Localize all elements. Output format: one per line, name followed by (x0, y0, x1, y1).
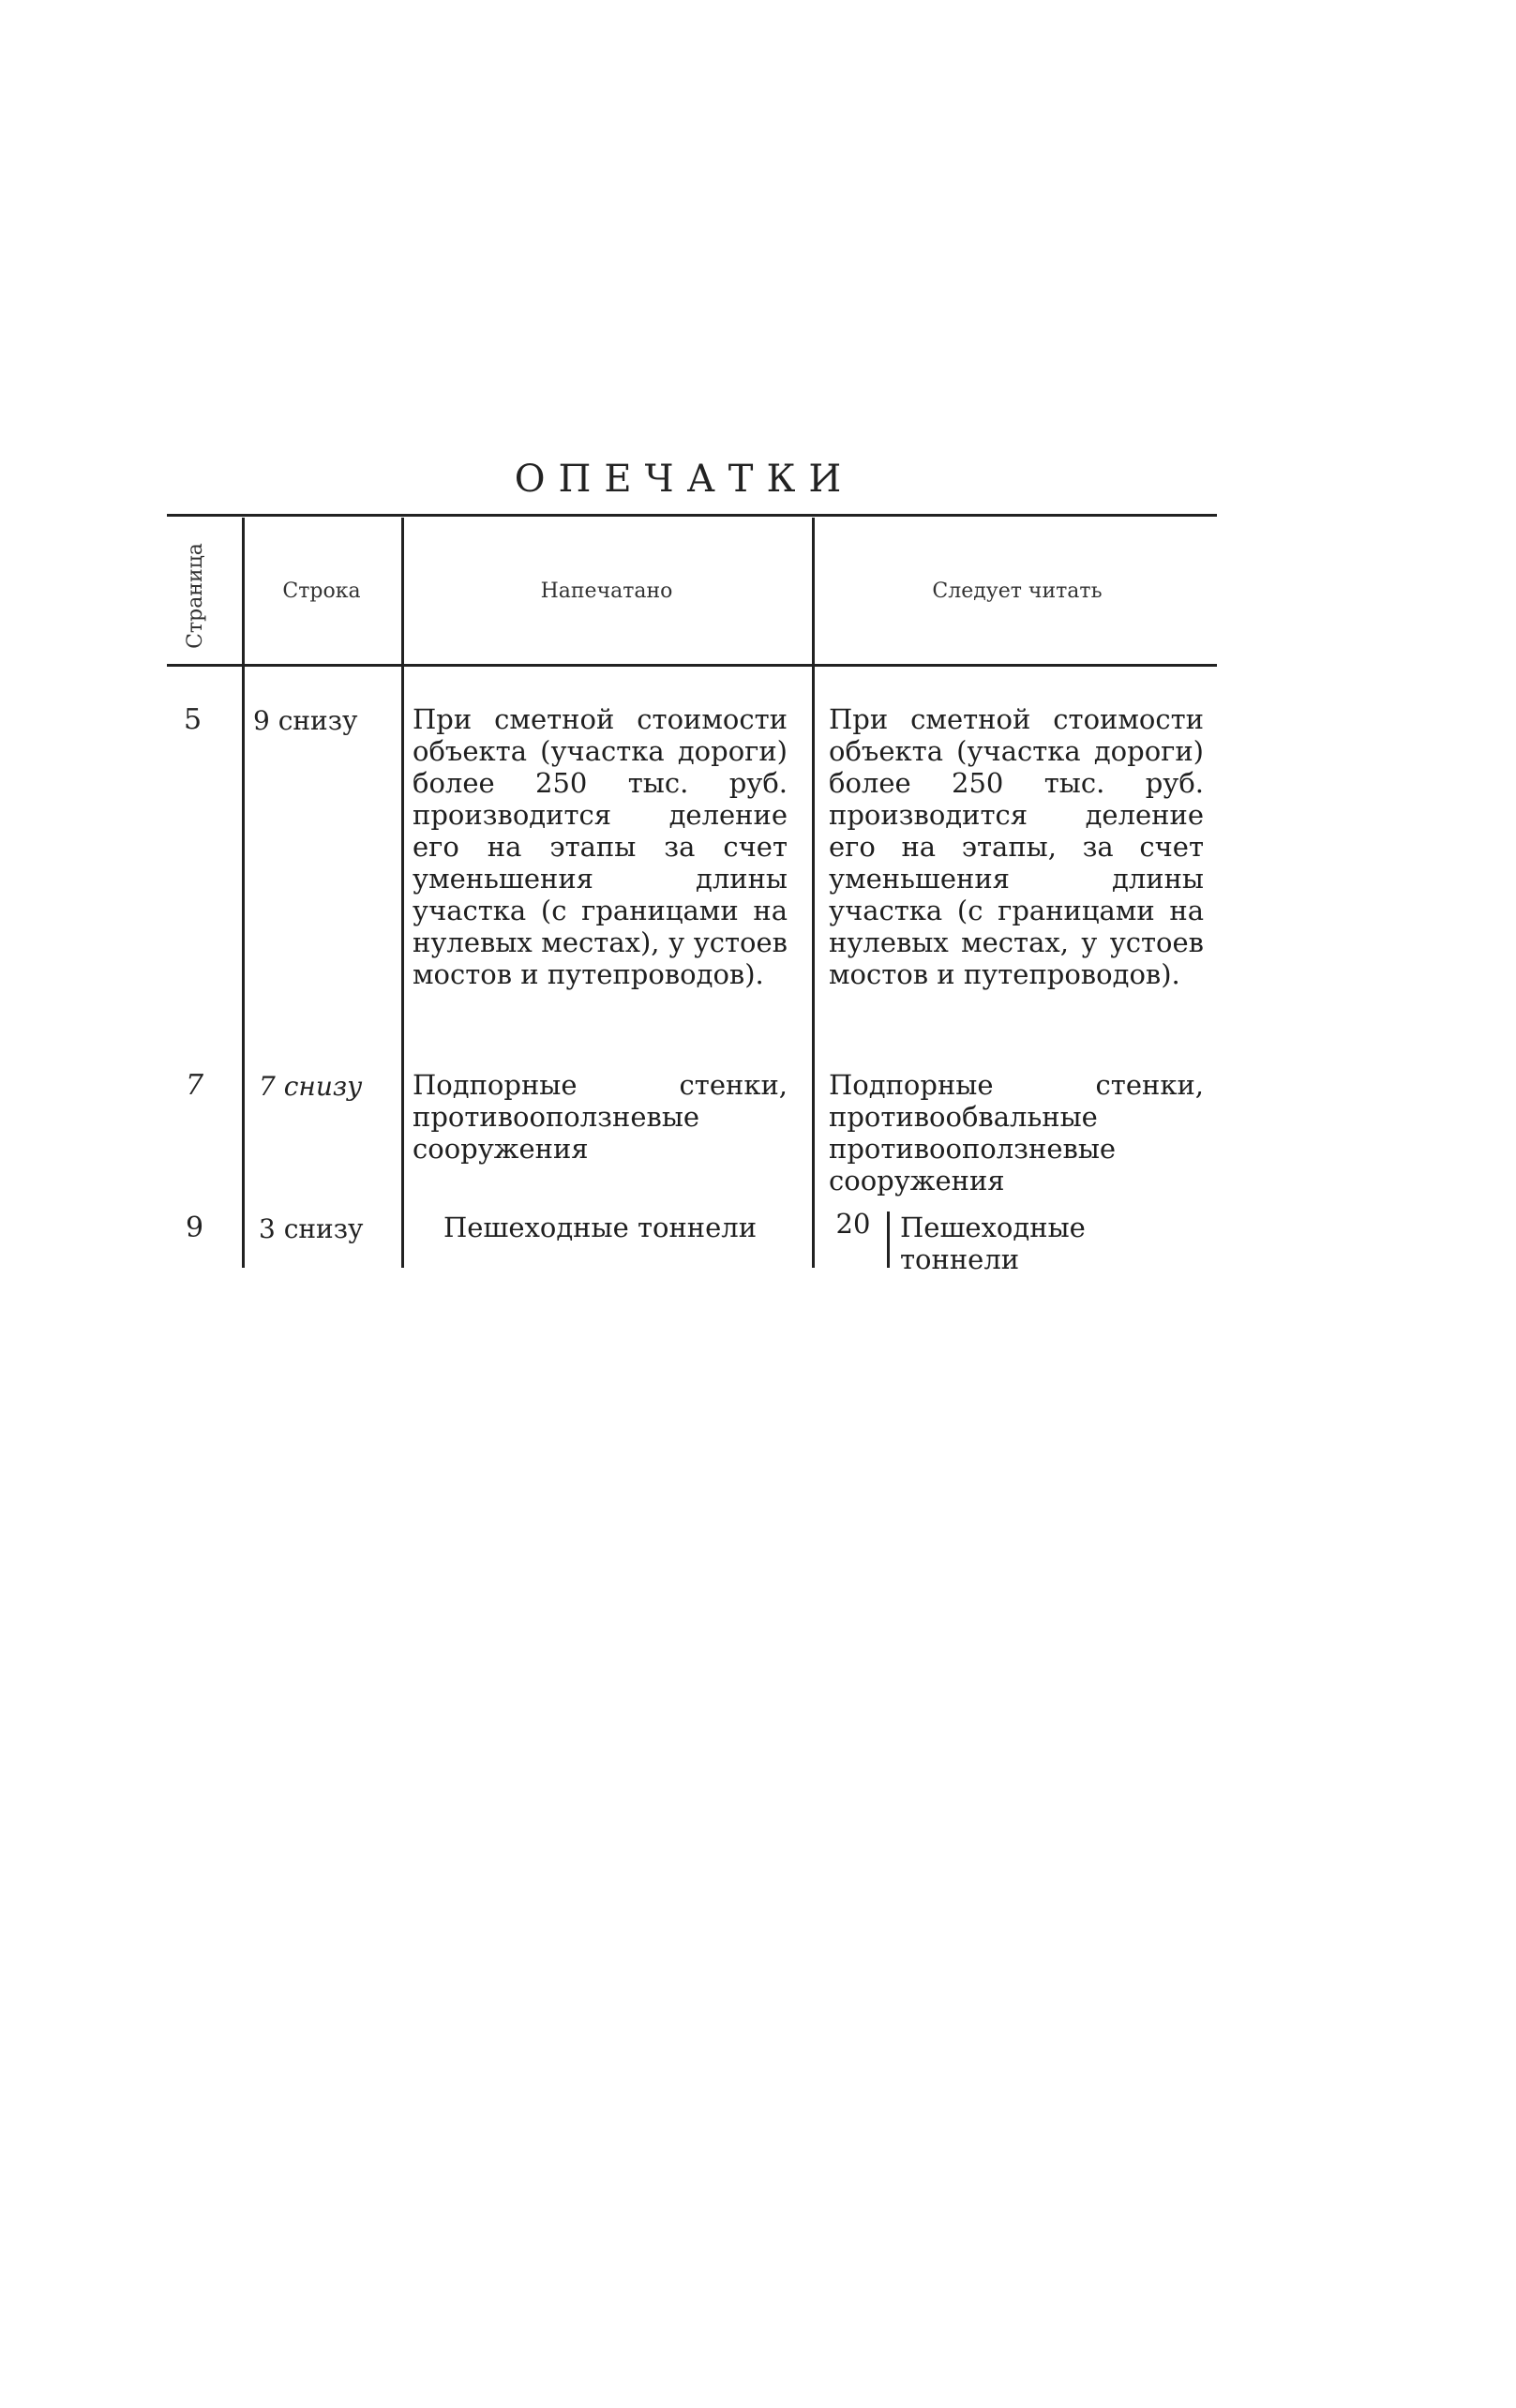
header-printed: Напечатано (540, 579, 673, 603)
table-header-rule (167, 664, 1217, 667)
row-3-line: 3 снизу (259, 1213, 364, 1244)
row-1-printed: При сметной стоимости объекта (участка дороги) более 250 тыс. руб. производится деление его на этапы за счет уменьшения длины участка (с границами на нулевых местах), у устоев мостов и путепроводов). (413, 703, 788, 990)
row-1-page: 5 (184, 703, 203, 736)
row-3-correct: Пешеходные тоннели (900, 1212, 1086, 1275)
row-1-line: 9 снизу (253, 705, 358, 736)
row-2-correct: Подпорные стенки, противообвальные противооползневые сооружения (829, 1069, 1204, 1196)
column-divider-1 (242, 518, 245, 1268)
row-2-line: 7 снизу (259, 1071, 363, 1102)
row-3-page: 9 (186, 1212, 204, 1244)
header-page (167, 525, 223, 666)
row-2-page: 7 (186, 1069, 204, 1102)
column-divider-sub (887, 1212, 890, 1268)
row-2-printed: Подпорные стенки, противооползневые сооружения (413, 1069, 788, 1165)
header-page-label: Страница (183, 542, 207, 649)
errata-title: ОПЕЧАТКИ (514, 458, 855, 501)
table-top-rule (167, 514, 1217, 517)
column-divider-2 (401, 518, 404, 1268)
header-line: Строка (282, 579, 361, 603)
column-divider-3 (812, 518, 815, 1268)
row-3-correct-line: 20 (835, 1208, 871, 1240)
header-correct: Следует читать (932, 579, 1103, 603)
row-3-printed: Пешеходные тоннели (443, 1212, 758, 1243)
row-1-correct: При сметной стоимости объекта (участка дороги) более 250 тыс. руб. производится деление его на этапы, за счет уменьшения длины участка (с границами на нулевых местах, у устоев мостов и путепроводов). (829, 703, 1204, 990)
